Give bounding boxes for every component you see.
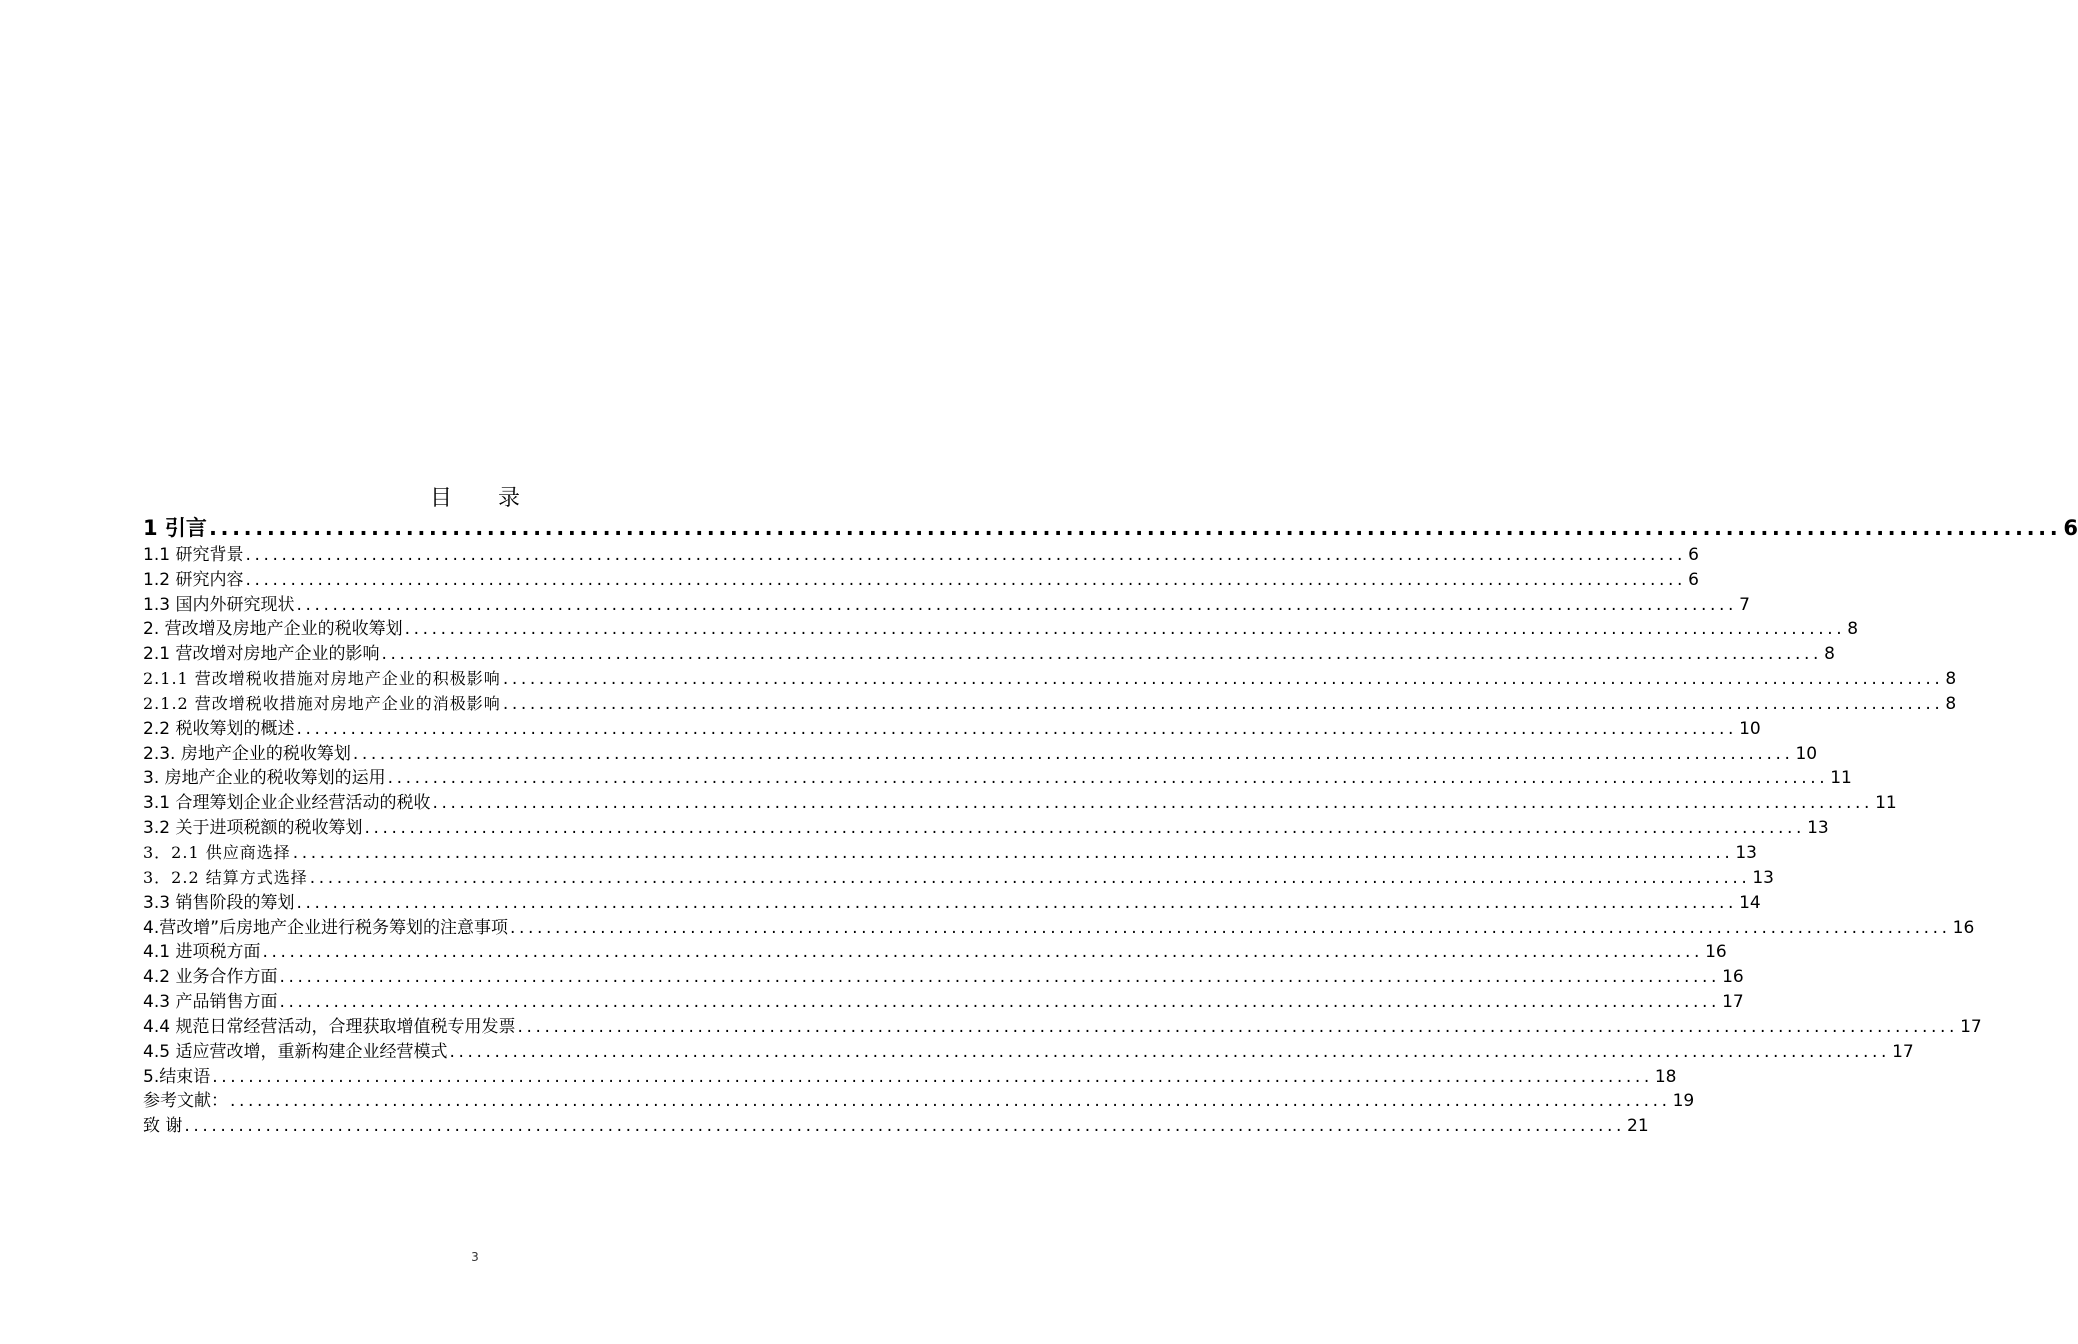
toc-entry-label: 3．2.2 结算方式选择 (143, 867, 308, 887)
toc-leader-dots: ................................................................................................................................................................ (279, 992, 1721, 1013)
toc-leader-dots: ................................................................................................................................................................ (208, 516, 2062, 540)
toc-entry-page: 11 (1875, 793, 1897, 814)
toc-entry-label: 2.1 营改增对房地产企业的影响 (143, 644, 380, 665)
toc-entry-page: 8 (1945, 693, 1957, 714)
toc-entry-page: 14 (1739, 892, 1761, 913)
toc-entry[interactable] (143, 988, 1744, 1013)
toc-leader-dots: ................................................................................................................................................................ (387, 768, 1829, 789)
toc-entry-label: 4.4 规范日常经营活动，合理获取增值税专用发票 (143, 1016, 516, 1037)
toc-entry[interactable] (143, 541, 1699, 566)
toc-entry-label: 1.2 研究内容 (143, 569, 244, 590)
toc-entry[interactable] (143, 765, 1852, 790)
toc-entry[interactable] (143, 566, 1699, 591)
toc-entry-label: 1.1 研究背景 (143, 544, 244, 565)
toc-entry[interactable] (143, 1013, 1982, 1038)
toc-entry-label: 2.1.2 营改增税收措施对房地产企业的消极影响 (143, 693, 501, 713)
toc-entry-page: 13 (1752, 867, 1774, 888)
toc-leader-dots: ................................................................................................................................................................ (296, 892, 1738, 913)
toc-leader-dots: ................................................................................................................................................................ (230, 1091, 1671, 1112)
table-of-contents (143, 514, 2078, 1137)
toc-entry[interactable] (143, 814, 1829, 839)
toc-entry-label: 3. 房地产企业的税收筹划的运用 (143, 768, 386, 789)
toc-leader-dots: ................................................................................................................................................................ (381, 644, 1823, 665)
toc-entry-page: 7 (1739, 594, 1750, 615)
toc-entry-label: 4.5 适应营改增，重新构建企业经营模式 (143, 1041, 448, 1062)
toc-entry[interactable] (143, 1038, 1914, 1063)
toc-leader-dots: ................................................................................................................................................................ (245, 569, 1687, 590)
toc-title-char-2: 录 (498, 486, 521, 511)
toc-leader-dots: ................................................................................................................................................................ (364, 818, 1806, 839)
toc-entry-page: 8 (1824, 644, 1835, 665)
toc-leader-dots: ................................................................................................................................................................ (309, 867, 1751, 888)
toc-leader-dots: ................................................................................................................................................................ (184, 1116, 1626, 1137)
toc-entry-page: 11 (1830, 768, 1852, 789)
toc-leader-dots: ................................................................................................................................................................ (352, 743, 1794, 764)
page-number: 3 (471, 1250, 479, 1264)
toc-entry-label: 4.2 业务合作方面 (143, 967, 278, 988)
toc-entry-label: 参考文献： (143, 1091, 228, 1112)
toc-entry[interactable] (143, 1112, 1649, 1137)
toc-entry-label: 3．2.1 供应商选择 (143, 842, 291, 862)
toc-entry[interactable] (143, 889, 1761, 914)
toc-entry[interactable] (143, 665, 1957, 690)
toc-entry-page: 19 (1672, 1091, 1695, 1112)
toc-leader-dots: ................................................................................................................................................................ (432, 793, 1874, 814)
toc-leader-dots: ................................................................................................................................................................ (510, 917, 1951, 938)
toc-entry-page: 16 (1952, 917, 1975, 938)
toc-entry-label: 2. 营改增及房地产企业的税收筹划 (143, 619, 403, 640)
toc-entry-page: 17 (1722, 992, 1744, 1013)
toc-entry-page: 17 (1960, 1016, 1982, 1037)
toc-entry[interactable] (143, 963, 1744, 988)
toc-entry[interactable] (143, 789, 1897, 814)
toc-entry-page: 17 (1892, 1041, 1914, 1062)
toc-entry-label: 致 谢 (143, 1116, 183, 1137)
toc-entry-label: 3.1 合理筹划企业企业经营活动的税收 (143, 793, 431, 814)
toc-entry-page: 6 (1688, 544, 1699, 565)
toc-leader-dots: ................................................................................................................................................................ (502, 693, 1944, 714)
toc-entry-label: 3.2 关于进项税额的税收筹划 (143, 818, 363, 839)
toc-entry-page: 10 (1795, 743, 1818, 764)
toc-leader-dots: ................................................................................................................................................................ (292, 842, 1734, 863)
toc-entry-page: 21 (1627, 1116, 1649, 1137)
toc-entry-page: 10 (1739, 718, 1761, 739)
toc-leader-dots: ................................................................................................................................................................ (279, 967, 1721, 988)
toc-leader-dots: ................................................................................................................................................................ (449, 1041, 1891, 1062)
toc-entry-label: 1 引言 (143, 516, 207, 540)
toc-entry-page: 6 (1688, 569, 1699, 590)
toc-entry[interactable] (143, 640, 1835, 665)
toc-leader-dots: ................................................................................................................................................................ (212, 1066, 1653, 1087)
toc-leader-dots: ................................................................................................................................................................ (296, 594, 1738, 615)
toc-entry[interactable] (143, 864, 1774, 889)
toc-entry-page: 8 (1847, 619, 1859, 640)
toc-entry[interactable] (143, 591, 1750, 616)
toc-entry-label: 4.3 产品销售方面 (143, 992, 278, 1013)
toc-entry-label: 5.结束语 (143, 1066, 211, 1087)
toc-leader-dots: ................................................................................................................................................................ (245, 544, 1687, 565)
toc-entry[interactable] (143, 740, 1818, 765)
toc-entry-page: 18 (1654, 1066, 1677, 1087)
toc-leader-dots: ................................................................................................................................................................ (404, 619, 1846, 640)
toc-entry[interactable] (143, 839, 1757, 864)
toc-entry-label: 3.3 销售阶段的筹划 (143, 892, 295, 913)
toc-title (0, 486, 950, 512)
toc-entry[interactable] (143, 715, 1761, 740)
toc-entry-page: 16 (1722, 967, 1744, 988)
toc-leader-dots: ................................................................................................................................................................ (502, 669, 1944, 690)
toc-entry-label: 4.1 进项税方面 (143, 942, 261, 963)
toc-entry[interactable] (143, 914, 1975, 939)
toc-leader-dots: ................................................................................................................................................................ (296, 718, 1738, 739)
toc-entry[interactable] (143, 690, 1957, 715)
toc-entry-label: 2.3. 房地产企业的税收筹划 (143, 743, 351, 764)
toc-entry-page: 13 (1807, 818, 1829, 839)
toc-entry[interactable] (143, 1063, 1677, 1088)
toc-title-char-1: 目 (429, 486, 452, 511)
toc-entry[interactable] (143, 939, 1727, 964)
toc-entry-page: 16 (1705, 942, 1727, 963)
toc-entry-label: 4.营改增”后房地产企业进行税务筹划的注意事项 (143, 917, 509, 938)
toc-entry-page: 13 (1735, 842, 1757, 863)
toc-entry-page: 8 (1945, 669, 1957, 690)
toc-entry-label: 2.2 税收筹划的概述 (143, 718, 295, 739)
toc-leader-dots: ................................................................................................................................................................ (517, 1016, 1959, 1037)
toc-entry-label: 2.1.1 营改增税收措施对房地产企业的积极影响 (143, 669, 501, 689)
toc-entry-page: 6 (2063, 516, 2078, 540)
toc-entry[interactable] (143, 514, 2078, 541)
toc-leader-dots: ................................................................................................................................................................ (262, 942, 1704, 963)
toc-entry[interactable] (143, 1088, 1695, 1113)
toc-entry[interactable] (143, 616, 1859, 641)
toc-entry-label: 1.3 国内外研究现状 (143, 594, 295, 615)
